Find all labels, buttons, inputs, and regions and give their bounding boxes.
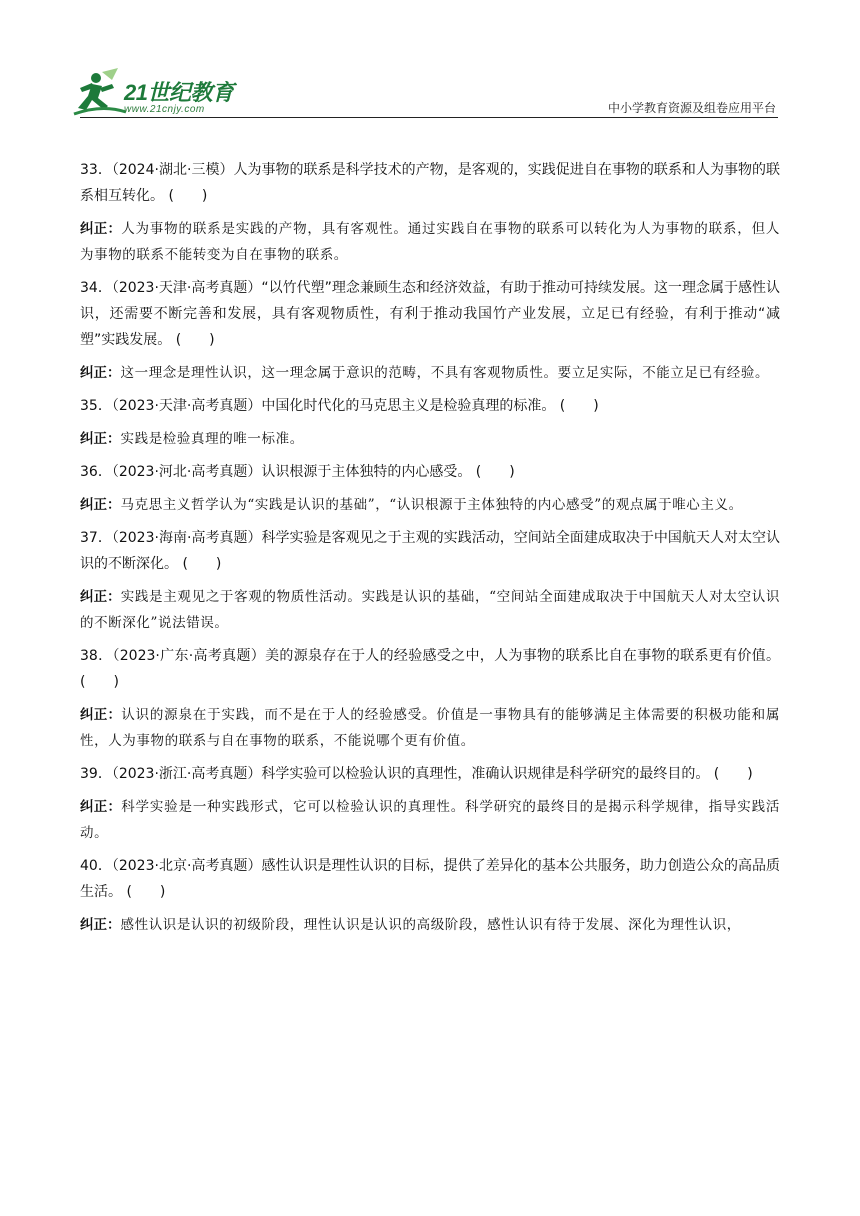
correction-text: 实践是主观见之于客观的物质性活动。实践是认识的基础，“空间站全面建成取决于中国航天人对太空认识的不断深化”说法错误。: [80, 589, 781, 631]
correction-text: 感性认识是认识的初级阶段，理性认识是认识的高级阶段，感性认识有待于发展、深化为理性认识，: [120, 917, 741, 933]
correction: [80, 216, 780, 268]
logo: [72, 66, 272, 122]
question-item: [80, 853, 780, 938]
correction: [80, 702, 780, 754]
correction-label: 纠正：: [80, 707, 122, 723]
correction-text: 认识的源泉在于实践，而不是在于人的经验感受。价值是一事物具有的能够满足主体需要的积极功能和属性，人为事物的联系与自在事物的联系，不能说哪个更有价值。: [80, 707, 780, 749]
correction-label: 纠正：: [80, 221, 122, 237]
question-text: 33．（2024·湖北·三模）人为事物的联系是科学技术的产物，是客观的，实践促进自在事物的联系和人为事物的联系相互转化。 ( ): [80, 162, 780, 204]
correction: [80, 584, 780, 636]
question-list: [80, 150, 780, 938]
question-text: 34．（2023·天津·高考真题）“以竹代塑”理念兼顾生态和经济效益，有助于推动可持续发展。这一理念属于感性认识，还需要不断完善和发展，具有客观物质性，有利于推动我国竹产业发展，立足已有经验，有利于推动“减塑”实践发展。 ( ): [80, 280, 780, 348]
logo-url: www.21cnjy.com: [124, 104, 205, 115]
logo-text: 21世纪教育: [124, 80, 234, 105]
platform-name: 中小学教育资源及组卷应用平台: [607, 101, 776, 115]
correction: [80, 426, 780, 452]
correction-label: 纠正：: [80, 917, 121, 933]
correction: [80, 794, 780, 846]
correction-label: 纠正：: [80, 431, 121, 447]
question-item: [80, 157, 780, 268]
page-header: [0, 0, 860, 120]
correction: [80, 492, 780, 518]
question-item: [80, 275, 780, 386]
question-item: [80, 761, 780, 846]
correction-text: 科学实验是一种实践形式，它可以检验认识的真理性。科学研究的最终目的是揭示科学规律，指导实践活动。: [80, 799, 780, 841]
correction-label: 纠正：: [80, 589, 121, 605]
question-text: 39．（2023·浙江·高考真题）科学实验可以检验认识的真理性，准确认识规律是科学研究的最终目的。 ( ): [80, 766, 753, 782]
question-item: [80, 643, 780, 754]
runner-logo-icon: [72, 66, 128, 118]
header-divider: [80, 117, 778, 118]
correction-label: 纠正：: [80, 365, 121, 381]
question-text: 38．（2023·广东·高考真题）美的源泉存在于人的经验感受之中，人为事物的联系比自在事物的联系更有价值。 ( ): [80, 648, 780, 690]
question-text: 35．（2023·天津·高考真题）中国化时代化的马克思主义是检验真理的标准。 ( ): [80, 398, 599, 414]
correction: [80, 912, 780, 938]
correction-text: 实践是检验真理的唯一标准。: [120, 431, 304, 447]
correction-label: 纠正：: [80, 497, 121, 513]
question-item: [80, 393, 780, 452]
question-item: [80, 459, 780, 518]
question-text: 37．（2023·海南·高考真题）科学实验是客观见之于主观的实践活动，空间站全面建成取决于中国航天人对太空认识的不断深化。 ( ): [80, 530, 780, 572]
correction-text: 马克思主义哲学认为“实践是认识的基础”，“认识根源于主体独特的内心感受”的观点属于唯心主义。: [120, 497, 743, 513]
question-text: 40．（2023·北京·高考真题）感性认识是理性认识的目标，提供了差异化的基本公共服务，助力创造公众的高品质生活。 ( ): [80, 858, 780, 900]
correction: [80, 360, 780, 386]
question-text: 36．（2023·河北·高考真题）认识根源于主体独特的内心感受。 ( ): [80, 464, 515, 480]
correction-text: 人为事物的联系是实践的产物，具有客观性。通过实践自在事物的联系可以转化为人为事物的联系，但人为事物的联系不能转变为自在事物的联系。: [80, 221, 780, 263]
question-item: [80, 525, 780, 636]
correction-text: 这一理念是理性认识，这一理念属于意识的范畴，不具有客观物质性。要立足实际，不能立足已有经验。: [120, 365, 770, 381]
correction-label: 纠正：: [80, 799, 122, 815]
